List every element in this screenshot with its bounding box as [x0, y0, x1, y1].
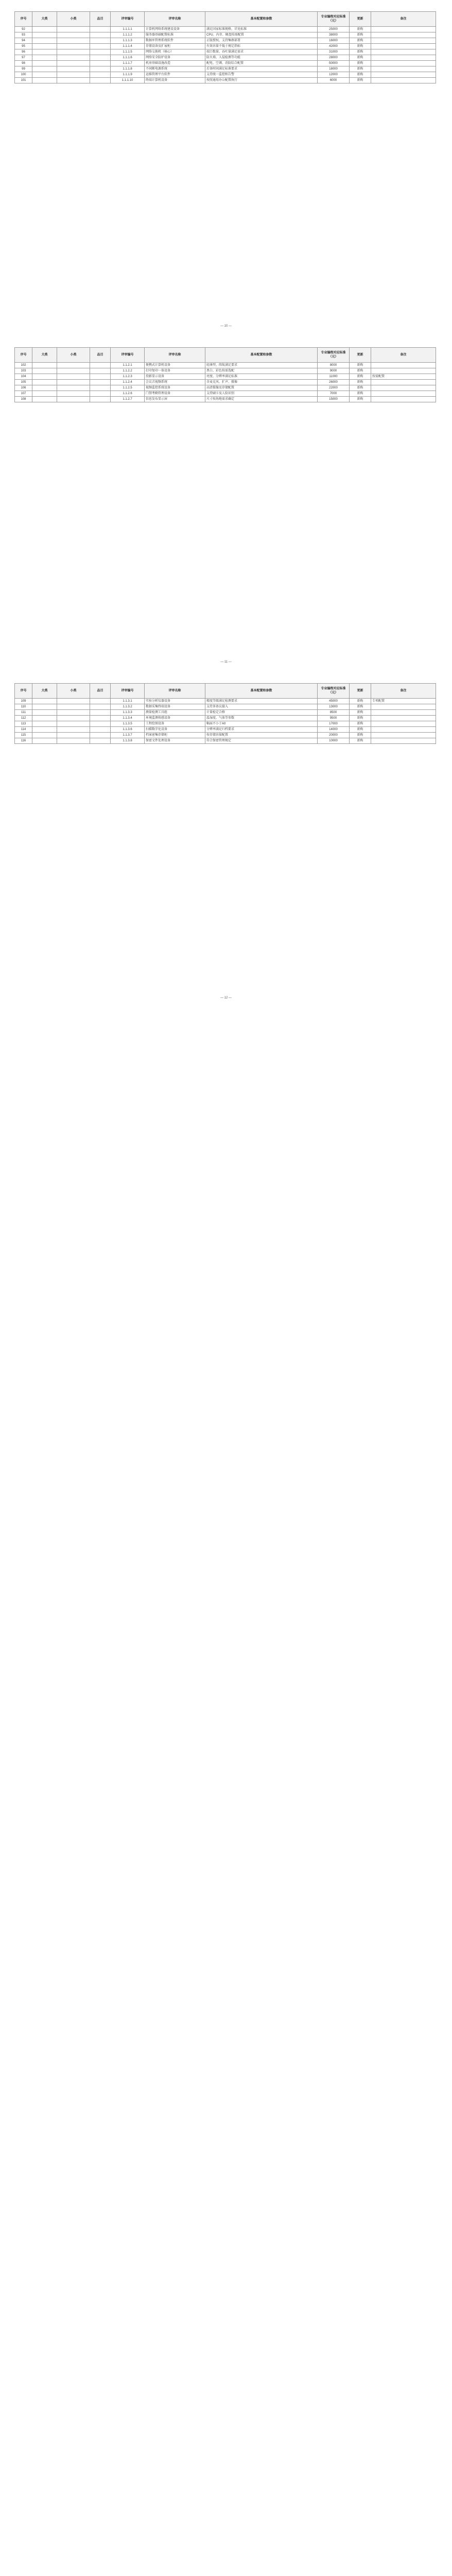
row-code: 1.1.2.6 — [111, 391, 145, 397]
table-row — [15, 721, 436, 727]
row-params: 支持多协议接入 — [205, 704, 318, 710]
header-item: 品目 — [90, 12, 111, 27]
row-note — [371, 385, 436, 391]
row-index: 107 — [15, 391, 32, 397]
row-cycle: 新购 — [350, 44, 371, 49]
header-category: 大类 — [32, 348, 57, 363]
row-price: 15000 — [318, 397, 350, 402]
table-row — [15, 391, 436, 397]
row-index: 112 — [15, 716, 32, 721]
row-name: 终端计算机设备 — [145, 78, 205, 83]
row-params: 轻薄型，续航满足要求 — [205, 363, 318, 368]
row-code: 1.1.1.1 — [111, 27, 145, 32]
row-params: 正版授权，支持集群部署 — [205, 38, 318, 44]
table-row — [15, 368, 436, 374]
row-name: 机房基础设施改造 — [145, 61, 205, 66]
row-index: 98 — [15, 61, 32, 66]
row-code: 1.1.2.3 — [111, 374, 145, 380]
row-note — [371, 363, 436, 368]
row-params: 精度等级满足检测要求 — [205, 699, 318, 704]
row-note — [371, 61, 436, 66]
row-cycle: 新购 — [350, 385, 371, 391]
row-cycle: 新购 — [350, 368, 371, 374]
spec-table — [14, 683, 436, 744]
row-params: 后备时间满足标准要求 — [205, 66, 318, 72]
row-price: 9000 — [318, 368, 350, 374]
header-name: 评审名称 — [145, 348, 205, 363]
row-name: 视频监控系统设备 — [145, 385, 205, 391]
table-row — [15, 49, 436, 55]
row-note: 专项配置 — [371, 699, 436, 704]
row-code: 1.1.2.2 — [111, 368, 145, 374]
row-params: 配电、空调、消防综合配置 — [205, 61, 318, 66]
row-index: 115 — [15, 733, 32, 738]
row-code: 1.1.3.1 — [111, 699, 145, 704]
row-price: 9500 — [318, 716, 350, 721]
row-index: 113 — [15, 721, 32, 727]
row-index: 92 — [15, 27, 32, 32]
page-number: — 10 — — [220, 325, 232, 328]
table-row — [15, 727, 436, 733]
document — [0, 0, 452, 1008]
table-row — [15, 716, 436, 721]
row-params: 支持统一监控和告警 — [205, 72, 318, 78]
row-price: 7000 — [318, 391, 350, 397]
row-cycle: 新购 — [350, 55, 371, 61]
row-note — [371, 38, 436, 44]
row-code: 1.1.1.8 — [111, 66, 145, 72]
row-params: 亮度、分辨率满足标准 — [205, 374, 318, 380]
row-note — [371, 733, 436, 738]
row-cycle: 新购 — [350, 61, 371, 66]
row-code: 1.1.2.7 — [111, 397, 145, 402]
row-cycle: 新购 — [350, 727, 371, 733]
row-price: 13000 — [318, 704, 350, 710]
row-code: 1.1.1.6 — [111, 55, 145, 61]
row-note — [371, 55, 436, 61]
row-note — [371, 738, 436, 744]
row-note — [371, 368, 436, 374]
row-name: 数据采集终端设备 — [145, 704, 205, 710]
row-params: 端口数量、吞吐量满足需求 — [205, 49, 318, 55]
row-price: 8500 — [318, 710, 350, 716]
row-name: 数据库管理系统软件 — [145, 38, 205, 44]
row-note — [371, 380, 436, 385]
row-params: 按照通用办公配置执行 — [205, 78, 318, 83]
row-price: 45000 — [318, 699, 350, 704]
row-name: 网络交换机（核心） — [145, 49, 205, 55]
row-index: 114 — [15, 727, 32, 733]
row-price: 8000 — [318, 363, 350, 368]
page-number: — 12 — — [220, 996, 232, 999]
row-price: 10000 — [318, 738, 350, 744]
row-cycle: 新购 — [350, 721, 371, 727]
row-index: 96 — [15, 49, 32, 55]
row-cycle: 新购 — [350, 38, 371, 44]
row-index: 101 — [15, 78, 32, 83]
header-cycle: 更新 — [350, 684, 371, 699]
row-name: 计算机网络系统建设设备 — [145, 27, 205, 32]
row-cycle: 新购 — [350, 380, 371, 385]
header-cycle: 更新 — [350, 12, 371, 27]
row-code: 1.1.2.4 — [111, 380, 145, 385]
header-cycle: 更新 — [350, 348, 371, 363]
row-name: 会议音视频系统 — [145, 380, 205, 385]
row-cycle: 新购 — [350, 374, 371, 380]
header-params: 基本配置和参数 — [205, 348, 318, 363]
row-price: 11000 — [318, 374, 350, 380]
row-params: 含麦克风、扩声、摄像 — [205, 380, 318, 385]
header-code: 评审编号 — [111, 12, 145, 27]
table-row — [15, 78, 436, 83]
row-index: 95 — [15, 44, 32, 49]
row-price: 6000 — [318, 78, 350, 83]
table-row — [15, 738, 436, 744]
header-subcategory: 小类 — [57, 12, 90, 27]
row-name: 工程绘图设备 — [145, 721, 205, 727]
table-row — [15, 374, 436, 380]
row-cycle: 新购 — [350, 704, 371, 710]
row-note — [371, 391, 436, 397]
row-code: 1.1.3.2 — [111, 704, 145, 710]
row-cycle: 新购 — [350, 49, 371, 55]
table-row — [15, 363, 436, 368]
row-name: 信息发布显示屏 — [145, 397, 205, 402]
table-header-row — [15, 12, 436, 27]
row-price: 17000 — [318, 721, 350, 727]
row-note — [371, 716, 436, 721]
header-name: 评审名称 — [145, 684, 205, 699]
header-index: 序号 — [15, 684, 32, 699]
spec-page — [0, 0, 452, 336]
header-params: 基本配置和参数 — [205, 12, 318, 27]
row-params: 尺寸按场地需求确定 — [205, 397, 318, 402]
table-row — [15, 397, 436, 402]
table-row — [15, 55, 436, 61]
row-price: 50000 — [318, 61, 350, 66]
row-index: 102 — [15, 363, 32, 368]
row-index: 94 — [15, 38, 32, 44]
table-row — [15, 704, 436, 710]
row-name: 运维管理平台软件 — [145, 72, 205, 78]
header-price: 专业编程对应标准（元） — [318, 684, 350, 699]
table-row — [15, 66, 436, 72]
row-code: 1.1.3.6 — [111, 727, 145, 733]
table-header-row — [15, 684, 436, 699]
row-params: 高清摄像及存储配置 — [205, 385, 318, 391]
row-code: 1.1.3.7 — [111, 733, 145, 738]
row-name: 不间断电源系统 — [145, 66, 205, 72]
row-note — [371, 32, 436, 38]
row-code: 1.1.3.8 — [111, 738, 145, 744]
row-code: 1.1.2.5 — [111, 385, 145, 391]
row-code: 1.1.2.1 — [111, 363, 145, 368]
row-price: 20000 — [318, 733, 350, 738]
spec-table — [14, 347, 436, 402]
row-params: 分辨率满足归档要求 — [205, 727, 318, 733]
row-index: 99 — [15, 66, 32, 72]
row-name: 便携式计算机设备 — [145, 363, 205, 368]
header-index: 序号 — [15, 12, 32, 27]
table-row — [15, 72, 436, 78]
row-price: 42000 — [318, 44, 350, 49]
row-params: 满足国家标准规格，详见标准 — [205, 27, 318, 32]
row-note — [371, 72, 436, 78]
row-params: 有效容量不低于规定指标 — [205, 44, 318, 49]
row-name: 测量检测工具组 — [145, 710, 205, 716]
row-cycle: 新购 — [350, 27, 371, 32]
header-note: 备注 — [371, 684, 436, 699]
row-price: 31000 — [318, 49, 350, 55]
row-note: 按需配置 — [371, 374, 436, 380]
row-params: 按存储容量配置 — [205, 733, 318, 738]
row-code: 1.1.1.5 — [111, 49, 145, 55]
row-index: 116 — [15, 738, 32, 744]
row-name: 档案密集存储柜 — [145, 733, 205, 738]
row-note — [371, 49, 436, 55]
table-row — [15, 380, 436, 385]
row-price: 38000 — [318, 32, 350, 38]
row-code: 1.1.1.4 — [111, 44, 145, 49]
row-price: 18000 — [318, 66, 350, 72]
table-header-row — [15, 348, 436, 363]
row-code: 1.1.1.2 — [111, 32, 145, 38]
table-row — [15, 699, 436, 704]
page-number: — 11 — — [220, 660, 232, 664]
row-name: 扫描数字化设备 — [145, 727, 205, 733]
row-note — [371, 704, 436, 710]
table-row — [15, 32, 436, 38]
row-price: 16000 — [318, 38, 350, 44]
header-params: 基本配置和参数 — [205, 684, 318, 699]
row-name: 投影显示设备 — [145, 374, 205, 380]
table-row — [15, 733, 436, 738]
row-name: 网络安全防护设备 — [145, 55, 205, 61]
row-price: 12000 — [318, 72, 350, 78]
row-code: 1.1.3.5 — [111, 721, 145, 727]
row-params: 计量检定合格 — [205, 710, 318, 716]
spec-table — [14, 11, 436, 83]
row-index: 110 — [15, 704, 32, 710]
row-code: 1.1.1.3 — [111, 38, 145, 44]
header-note: 备注 — [371, 12, 436, 27]
row-name: 门禁考勤管理设备 — [145, 391, 205, 397]
row-note — [371, 397, 436, 402]
row-code: 1.1.1.9 — [111, 72, 145, 78]
row-cycle: 新购 — [350, 66, 371, 72]
table-row — [15, 38, 436, 44]
header-index: 序号 — [15, 348, 32, 363]
table-row — [15, 710, 436, 716]
row-params: 黑白、彩色按需选配 — [205, 368, 318, 374]
table-row — [15, 61, 436, 66]
row-note — [371, 727, 436, 733]
row-code: 1.1.3.3 — [111, 710, 145, 716]
row-cycle: 新购 — [350, 716, 371, 721]
spec-page — [0, 672, 452, 1008]
header-note: 备注 — [371, 348, 436, 363]
row-name: 环境监测传感设备 — [145, 716, 205, 721]
spec-page — [0, 336, 452, 672]
row-name: 打印复印一体设备 — [145, 368, 205, 374]
row-cycle: 新购 — [350, 72, 371, 78]
row-params: CPU、内存、硬盘按需配置 — [205, 32, 318, 38]
row-note — [371, 78, 436, 83]
row-params: 防火墙、入侵检测等功能 — [205, 55, 318, 61]
row-code: 1.1.3.4 — [111, 716, 145, 721]
row-index: 111 — [15, 710, 32, 716]
header-category: 大类 — [32, 684, 57, 699]
row-price: 26000 — [318, 380, 350, 385]
row-index: 104 — [15, 374, 32, 380]
row-name: 保密文件处理设备 — [145, 738, 205, 744]
row-cycle: 新购 — [350, 738, 371, 744]
header-code: 评审编号 — [111, 348, 145, 363]
row-index: 97 — [15, 55, 32, 61]
row-price: 22000 — [318, 385, 350, 391]
row-name: 存储设备及扩展柜 — [145, 44, 205, 49]
row-index: 106 — [15, 385, 32, 391]
row-note — [371, 721, 436, 727]
header-category: 大类 — [32, 12, 57, 27]
header-code: 评审编号 — [111, 684, 145, 699]
row-cycle: 新购 — [350, 397, 371, 402]
header-subcategory: 小类 — [57, 684, 90, 699]
row-index: 109 — [15, 699, 32, 704]
row-price: 28000 — [318, 55, 350, 61]
row-cycle: 新购 — [350, 733, 371, 738]
row-params: 温湿度、气体等参数 — [205, 716, 318, 721]
header-price: 专业编程对应标准（元） — [318, 348, 350, 363]
row-price: 25000 — [318, 27, 350, 32]
row-note — [371, 66, 436, 72]
row-name: 服务器基础配置标准 — [145, 32, 205, 38]
table-row — [15, 27, 436, 32]
row-cycle: 新购 — [350, 363, 371, 368]
header-subcategory: 小类 — [57, 348, 90, 363]
row-note — [371, 710, 436, 716]
row-cycle: 新购 — [350, 710, 371, 716]
header-name: 评审名称 — [145, 12, 205, 27]
row-cycle: 新购 — [350, 699, 371, 704]
row-index: 103 — [15, 368, 32, 374]
row-note — [371, 27, 436, 32]
row-name: 实验分析仪器设备 — [145, 699, 205, 704]
row-index: 93 — [15, 32, 32, 38]
row-params: 幅面不小于A0 — [205, 721, 318, 727]
row-index: 108 — [15, 397, 32, 402]
row-code: 1.1.1.7 — [111, 61, 145, 66]
row-price: 14000 — [318, 727, 350, 733]
row-note — [371, 44, 436, 49]
table-row — [15, 44, 436, 49]
row-cycle: 新购 — [350, 78, 371, 83]
row-code: 1.1.1.10 — [111, 78, 145, 83]
table-row — [15, 385, 436, 391]
row-cycle: 新购 — [350, 32, 371, 38]
header-item: 品目 — [90, 684, 111, 699]
row-cycle: 新购 — [350, 391, 371, 397]
row-params: 支持刷卡及人脸识别 — [205, 391, 318, 397]
header-item: 品目 — [90, 348, 111, 363]
header-price: 专业编程对应标准（元） — [318, 12, 350, 27]
row-index: 100 — [15, 72, 32, 78]
row-params: 符合保密管理规定 — [205, 738, 318, 744]
row-index: 105 — [15, 380, 32, 385]
